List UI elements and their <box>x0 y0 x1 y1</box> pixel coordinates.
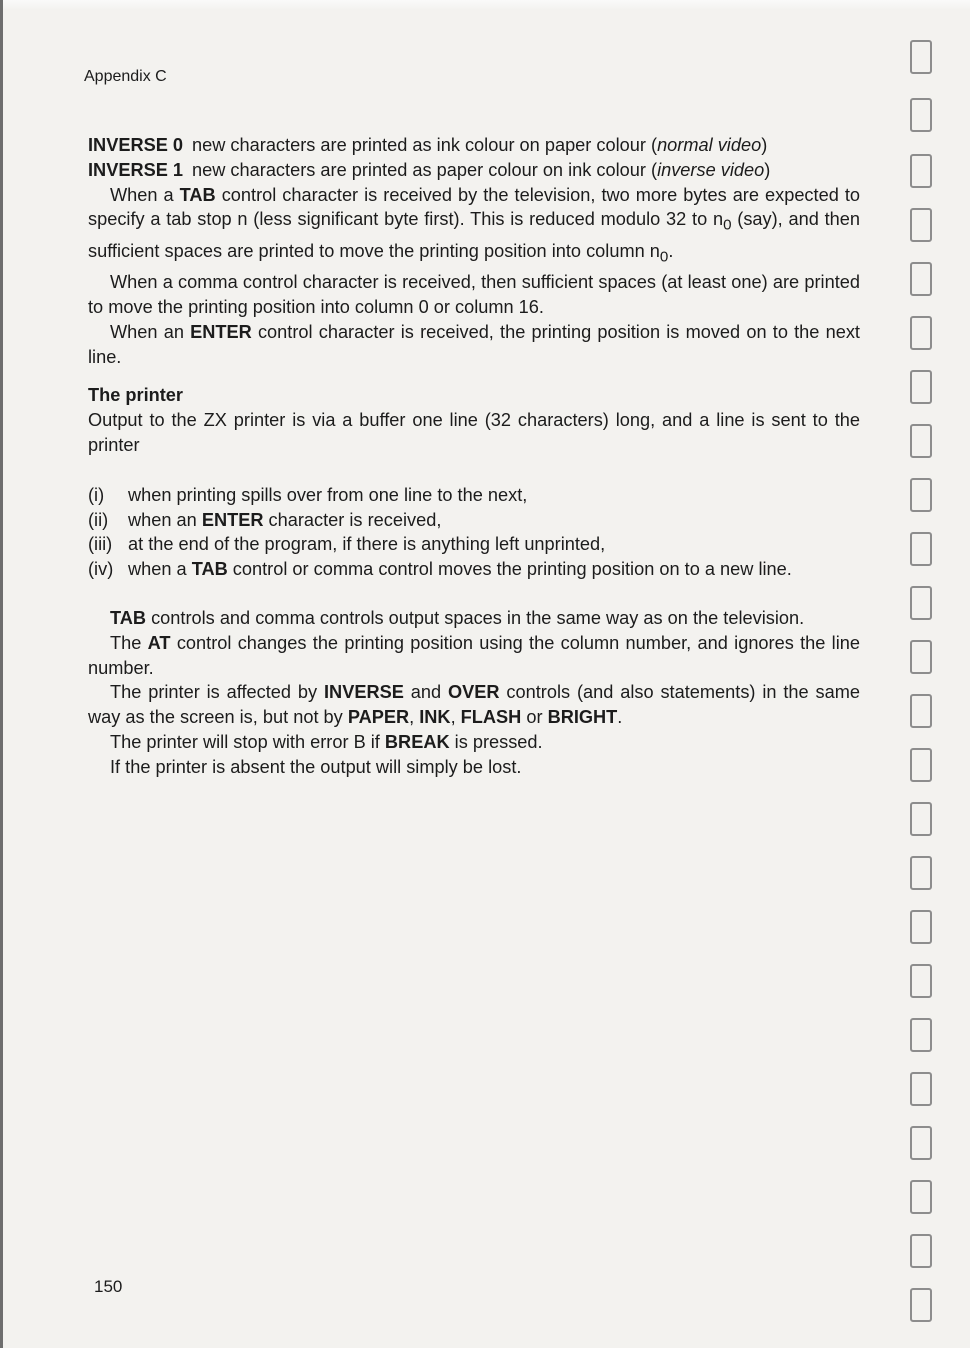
list-item <box>88 508 860 533</box>
ink-keyword: INK <box>419 707 451 728</box>
over-keyword: OVER <box>447 682 500 703</box>
list-item-text: control or comma control moves the printing position on to a new line. <box>227 559 792 580</box>
binding-ring <box>910 370 932 404</box>
binding-ring <box>910 424 932 458</box>
running-header: Appendix C <box>84 68 167 85</box>
tab-para-text2: (say), and then sufficient spaces are printed to move the printing position into column n <box>88 209 861 261</box>
inverse-0-note: normal video <box>657 135 762 155</box>
binding-ring <box>910 316 932 350</box>
inverse-1-keyword: INVERSE 1 <box>88 159 184 180</box>
inverse-1-close: ) <box>764 159 771 180</box>
list-item-text: when printing spills over from one line to the next, <box>128 484 528 505</box>
binding-ring <box>910 1018 932 1052</box>
printer-tab-text: controls and comma controls output spaces in the same way as on the television. <box>146 608 805 629</box>
at-para-pre: The <box>110 632 148 653</box>
stop-para-post: is pressed. <box>449 732 543 753</box>
binding-ring <box>910 1126 932 1160</box>
list-item <box>88 557 860 582</box>
affected-text: , <box>450 707 461 728</box>
binding-ring <box>910 640 932 674</box>
tab-para-text1: control character is received by the television, two more bytes are expected to specify a tab stop n (less significant byte first). This is reduced modulo 32 to n <box>88 184 860 230</box>
bright-keyword: BRIGHT <box>547 707 618 728</box>
inverse-0-line <box>88 133 860 158</box>
affected-text: and <box>403 682 448 703</box>
list-item <box>88 532 860 557</box>
comma-paragraph: When a comma control character is received, then sufficient spaces (at least one) are printed to move the printing position into column 0 or column 16. <box>88 272 860 318</box>
list-item-text: when a <box>128 559 192 580</box>
enter-keyword: ENTER <box>190 321 252 342</box>
paper-keyword: PAPER <box>347 707 410 728</box>
enter-paragraph <box>88 320 860 370</box>
enter-keyword: ENTER <box>201 509 264 530</box>
tab-keyword: TAB <box>110 608 147 629</box>
tab-para-sub1: 0 <box>723 217 732 235</box>
page-body <box>88 133 860 780</box>
binding-ring <box>910 262 932 296</box>
stop-para-pre: The printer will stop with error B if <box>110 732 385 753</box>
page-top-shade <box>0 0 970 10</box>
tab-para-sub2: 0 <box>659 248 669 266</box>
list-item <box>88 483 860 508</box>
binding-ring <box>910 964 932 998</box>
binding-ring <box>910 802 932 836</box>
tab-paragraph <box>88 183 860 271</box>
list-item-text: character is received, <box>263 509 442 530</box>
tab-para-text3: . <box>668 240 674 261</box>
affected-text: , <box>409 707 420 728</box>
break-keyword: BREAK <box>384 732 450 753</box>
inverse-1-line <box>88 158 860 183</box>
flash-keyword: FLASH <box>460 707 522 728</box>
binding-ring <box>910 478 932 512</box>
list-item-text: when an <box>128 509 202 530</box>
affected-text: . <box>617 707 623 728</box>
binding-ring <box>910 856 932 890</box>
inverse-0-close: ) <box>761 135 768 155</box>
tab-keyword: TAB <box>191 559 228 580</box>
enter-para-pre: When an <box>110 321 191 342</box>
inverse-1-note: inverse video <box>657 159 765 180</box>
tab-para-pre: When a <box>110 184 180 205</box>
binding-ring <box>910 98 932 132</box>
inverse-0-keyword: INVERSE 0 <box>88 135 184 155</box>
list-item-number: (iii) <box>88 534 113 555</box>
tab-keyword: TAB <box>179 184 216 205</box>
binding-ring <box>910 532 932 566</box>
binding-ring <box>910 586 932 620</box>
list-item-number: (ii) <box>88 509 109 530</box>
binding-ring <box>910 1288 932 1322</box>
binding-ring <box>910 748 932 782</box>
list-item-number: (i) <box>88 484 105 505</box>
affected-text: or <box>521 707 548 728</box>
page-number: 150 <box>94 1277 123 1296</box>
printer-at-paragraph <box>88 631 860 681</box>
printer-tab-paragraph <box>88 606 860 631</box>
printer-affected-paragraph <box>88 680 860 730</box>
page-left-edge <box>0 0 3 1348</box>
affected-text: controls (and also statements) in the same way as the screen is, but not by <box>88 682 861 728</box>
printer-absent-paragraph: If the printer is absent the output will simply be lost. <box>110 756 522 777</box>
binding-ring <box>910 208 932 242</box>
inverse-0-description: new characters are printed as ink colour on paper colour ( <box>192 135 658 155</box>
binding-ring <box>910 694 932 728</box>
binding-ring <box>910 1072 932 1106</box>
binding-ring <box>910 40 932 74</box>
ring-binding <box>896 36 956 1336</box>
at-keyword: AT <box>147 632 171 653</box>
list-item-number: (iv) <box>88 559 114 580</box>
binding-ring <box>910 1234 932 1268</box>
enter-para-post: control character is received, the printing position is moved on to the next line. <box>88 321 860 367</box>
binding-ring <box>910 154 932 188</box>
inverse-keyword: INVERSE <box>324 682 404 703</box>
printer-intro: Output to the ZX printer is via a buffer one line (32 characters) long, and a line is sent to the printer <box>88 410 860 456</box>
printer-stop-paragraph <box>88 730 860 755</box>
printer-conditions-list <box>88 483 860 582</box>
printer-heading: The printer <box>88 385 183 406</box>
binding-ring <box>910 910 932 944</box>
binding-ring <box>910 1180 932 1214</box>
list-item-text: at the end of the program, if there is anything left unprinted, <box>128 534 606 555</box>
inverse-1-description: new characters are printed as paper colour on ink colour ( <box>192 159 658 180</box>
at-para-post: control changes the printing position using the column number, and ignores the line number. <box>88 632 860 678</box>
affected-text: The printer is affected by <box>110 682 324 703</box>
